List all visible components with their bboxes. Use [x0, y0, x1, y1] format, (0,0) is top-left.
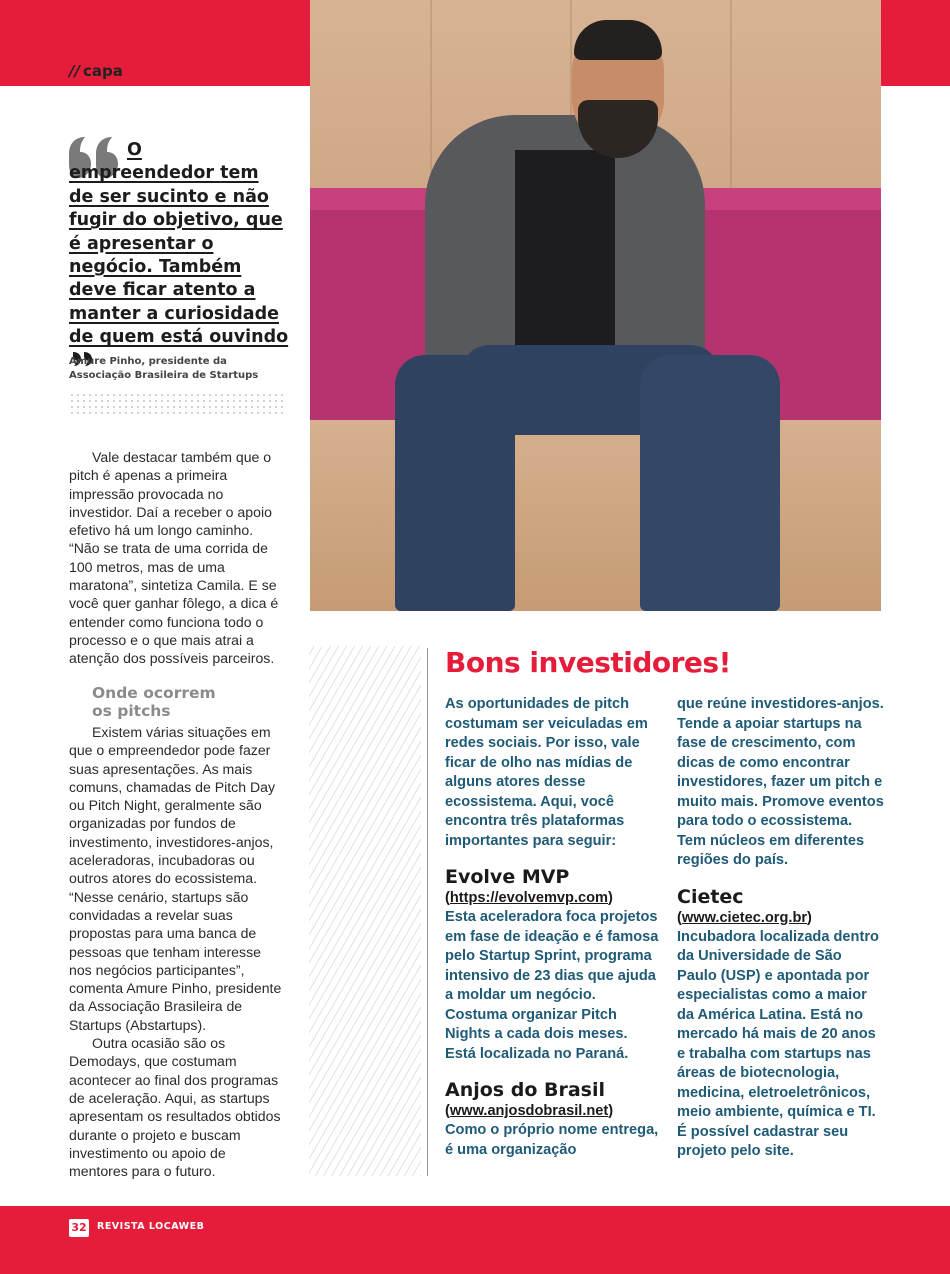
- box-column-1: As oportunidades de pitch costumam ser veiculadas em redes sociais. Por isso, vale ficar de olho nas mídias de alguns atores desse ecossistema. Aqui, você encontra três plataformas importantes para seguir: Evolve MVP (https://evolvemvp.com) Esta aceleradora foca projetos em fase de ideação e é famosa pelo Startup Sprint, programa intensivo de 23 dias que ajuda a moldar um negócio. Costuma organizar Pitch Nights a cada dois meses. Está localizada no Paraná. Anjos do Brasil (www.anjosdobrasil.net) Como o próprio nome entrega, é uma organização: [445, 695, 660, 1160]
- box-intro: As oportunidades de pitch costumam ser veiculadas em redes sociais. Por isso, vale ficar de olho nas mídias de alguns atores desse ecossistema. Aqui, você encontra três plataformas importantes para seguir:: [445, 696, 648, 849]
- article-paragraph-1: Vale destacar também que o pitch é apenas a primeira impressão provocada no investidor. Daí a receber o apoio efetivo há um longo caminho. “Não se trata de uma corrida de 100 metros, mas de uma maratona”, sintetiza Camila. E se você quer ganhar fôlego, a dica é entender como funciona todo o processo e o que mais atrai a atenção dos possíveis parceiros.: [69, 449, 279, 667]
- org-name-cietec: Cietec: [677, 885, 744, 908]
- article-paragraph-3: Outra ocasião são os Demodays, que costumam acontecer ao final dos programas de aceleração. Aqui, as startups apresentam os resultados obtidos durante o projeto e buscam investimento ou apoio de mentores para o futuro.: [69, 1035, 281, 1180]
- section-label: capa: [82, 62, 123, 80]
- org-desc-anjos-part2: que reúne investidores-anjos. Tende a apoiar startups na fase de crescimento, com dicas de como encontrar investidores, fazer um pitch e muito mais. Promove eventos para todo o ecossistema. Tem núcleos em diferentes regiões do país.: [677, 696, 884, 868]
- article-paragraphs-2: [69, 723, 287, 1180]
- quote-author-line2: Associação Brasileira de Startups: [69, 370, 259, 381]
- diagonal-pattern: [309, 646, 421, 1176]
- dots-divider: [69, 392, 283, 418]
- org-desc-anjos-part1: Como o próprio nome entrega, é uma organização: [445, 1122, 659, 1158]
- bottom-red-bar: [0, 1206, 950, 1274]
- org-link-cietec[interactable]: www.cietec.org.br: [681, 909, 808, 926]
- section-slashes: //: [69, 62, 80, 80]
- quote-author-line1: Amure Pinho, presidente da: [69, 356, 227, 367]
- pull-quote-body: tem de ser sucinto e não fugir do objetivo, que é apresentar o negócio. Também deve ficar atento a manter a curiosidade de quem está ouvindo: [69, 163, 289, 348]
- subheading: Onde ocorrem os pitchs: [92, 684, 216, 720]
- org-link-anjos[interactable]: www.anjosdobrasil.net: [449, 1103, 609, 1119]
- box-title: Bons investidores!: [445, 646, 731, 679]
- box-column-2: que reúne investidores-anjos. Tende a apoiar startups na fase de crescimento, com dicas de como encontrar investidores, fazer um pitch e muito mais. Promove eventos para todo o ecossistema. Tem núcleos em diferentes regiões do país. Cietec (www.cietec.org.br) Incubadora localizada dentro da Universidade de São Paulo (USP) e apontada por especialistas como a maior da América Latina. Está no mercado há mais de 20 anos e trabalha com startups nas áreas de biotecnologia, medicina, eletroeletrônicos, meio ambiente, química e TI. É possível cadastrar seu projeto pelo site.: [677, 695, 885, 1162]
- org-link-evolve[interactable]: https://evolvemvp.com: [449, 890, 609, 906]
- article-paragraph-2: Existem várias situações em que o empreendedor pode fazer suas apresentações. As mais comuns, chamadas de Pitch Day ou Pitch Night, geralmente são organizadas por fundos de investimento, investidores-anjos, aceleradoras, incubadoras ou outros atores do ecossistema. “Nesse cenário, startups são convidadas a revelar suas propostas para uma banca de pessoas que tenham interesse nos negócios participantes”, comenta Amure Pinho, presidente da Associação Brasileira de Startups (Abstartups).: [69, 724, 282, 1033]
- quote-author: [69, 355, 299, 383]
- section-tag: [69, 62, 123, 80]
- pull-quote-lead: O empreendedor: [69, 140, 215, 184]
- pull-quote: [69, 139, 289, 373]
- magazine-name: REVISTA LOCAWEB: [97, 1221, 205, 1232]
- page-number: 32: [69, 1219, 89, 1237]
- org-name-anjos: Anjos do Brasil: [445, 1079, 605, 1101]
- org-desc-cietec: Incubadora localizada dentro da Universidade de São Paulo (USP) e apontada por especialistas como a maior da América Latina. Está no mercado há mais de 20 anos e trabalha com startups nas áreas de biotecnologia, medicina, eletroeletrônicos, meio ambiente, química e TI. É possível cadastrar seu projeto pelo site.: [677, 928, 879, 1159]
- box-divider-line: [427, 648, 428, 1176]
- portrait-photo: [310, 0, 881, 611]
- org-desc-evolve: Esta aceleradora foca projetos em fase de ideação e é famosa pelo Startup Sprint, programa intensivo de 23 dias que ajuda a moldar um negócio. Costuma organizar Pitch Nights a cada dois meses. Está localizada no Paraná.: [445, 909, 659, 1062]
- org-name-evolve: Evolve MVP: [445, 866, 570, 888]
